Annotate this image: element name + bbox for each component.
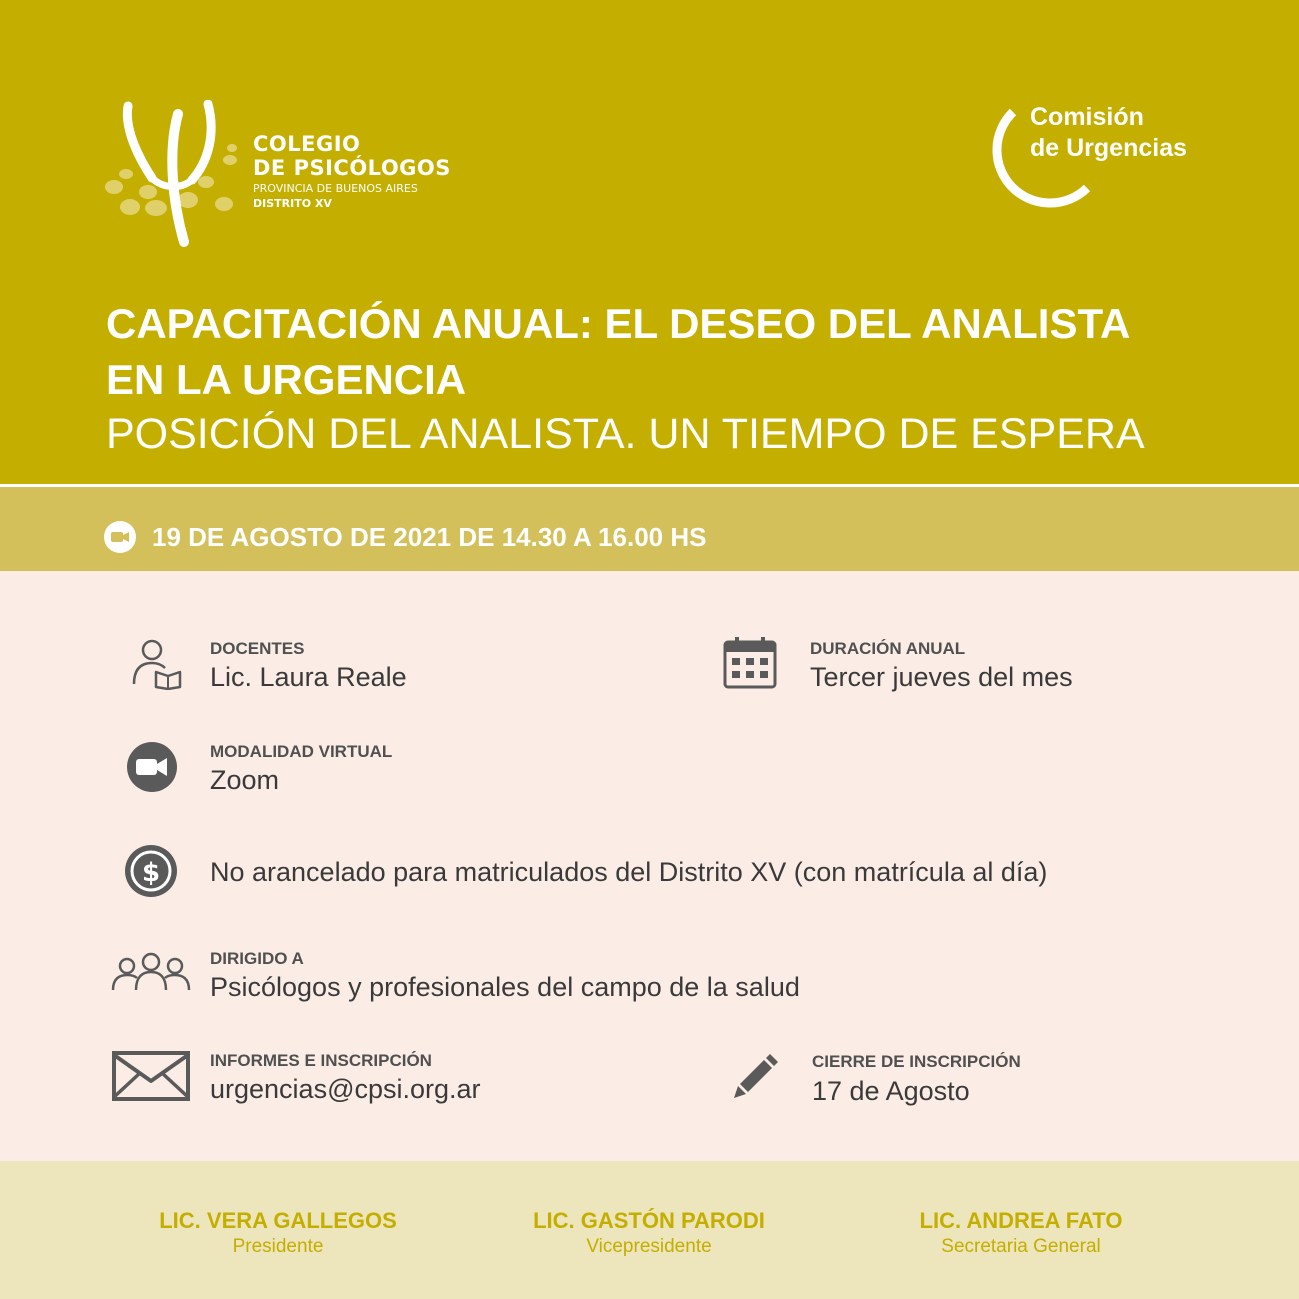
svg-text:$: $ bbox=[141, 858, 161, 888]
duracion-value: Tercer jueves del mes bbox=[810, 662, 1073, 692]
pencil-icon bbox=[732, 1052, 778, 1098]
envelope-icon bbox=[112, 1051, 190, 1101]
cierre-value: 17 de Agosto bbox=[812, 1076, 970, 1106]
informes-value[interactable]: urgencias@cpsi.org.ar bbox=[210, 1074, 481, 1104]
title-line-2: EN LA URGENCIA bbox=[106, 356, 467, 403]
group-icon bbox=[110, 952, 192, 994]
colegio-logo-text bbox=[253, 132, 451, 211]
footer-name-3: LIC. ANDREA FATO bbox=[919, 1208, 1123, 1233]
footer-role-3: Secretaria General bbox=[941, 1236, 1101, 1257]
cierre-label: CIERRE DE INSCRIPCIÓN bbox=[812, 1052, 1021, 1071]
docentes-label: DOCENTES bbox=[210, 639, 305, 658]
comision-line-1: Comisión bbox=[1030, 103, 1144, 131]
footer-name-1: LIC. VERA GALLEGOS bbox=[159, 1208, 397, 1233]
comision-line-2: de Urgencias bbox=[1030, 134, 1188, 162]
duracion-label: DURACIÓN ANUAL bbox=[810, 639, 966, 658]
arancel-value: No arancelado para matriculados del Distrito XV (con matrícula al día) bbox=[210, 857, 1048, 887]
modalidad-value: Zoom bbox=[210, 765, 280, 795]
dirigido-label: DIRIGIDO A bbox=[210, 949, 304, 968]
footer-role-2: Vicepresidente bbox=[586, 1236, 712, 1257]
video-camera-icon bbox=[126, 741, 178, 793]
logo-line-4: DISTRITO XV bbox=[253, 197, 332, 210]
informes-label: INFORMES E INSCRIPCIÓN bbox=[210, 1051, 432, 1070]
logo-line-3: PROVINCIA DE BUENOS AIRES bbox=[253, 182, 418, 195]
event-title bbox=[106, 296, 1226, 408]
footer-name-2: LIC. GASTÓN PARODI bbox=[533, 1208, 765, 1233]
docentes-value: Lic. Laura Reale bbox=[210, 662, 407, 692]
modalidad-label: MODALIDAD VIRTUAL bbox=[210, 742, 393, 761]
logo-line-2: DE PSICÓLOGOS bbox=[253, 156, 451, 180]
event-subtitle: POSICIÓN DEL ANALISTA. UN TIEMPO DE ESPERA bbox=[106, 410, 1145, 458]
comision-logo-text bbox=[1030, 102, 1187, 164]
dirigido-value: Psicólogos y profesionales del campo de la salud bbox=[210, 972, 800, 1002]
video-camera-icon bbox=[104, 521, 136, 553]
teacher-icon bbox=[130, 636, 184, 690]
logo-line-1: COLEGIO bbox=[253, 132, 361, 156]
title-line-1: CAPACITACIÓN ANUAL: EL DESEO DEL ANALISTA bbox=[106, 300, 1131, 347]
calendar-icon bbox=[722, 636, 778, 690]
dollar-icon bbox=[124, 844, 178, 898]
footer-role-1: Presidente bbox=[232, 1236, 324, 1257]
event-date: 19 DE AGOSTO DE 2021 DE 14.30 A 16.00 HS bbox=[152, 522, 707, 552]
